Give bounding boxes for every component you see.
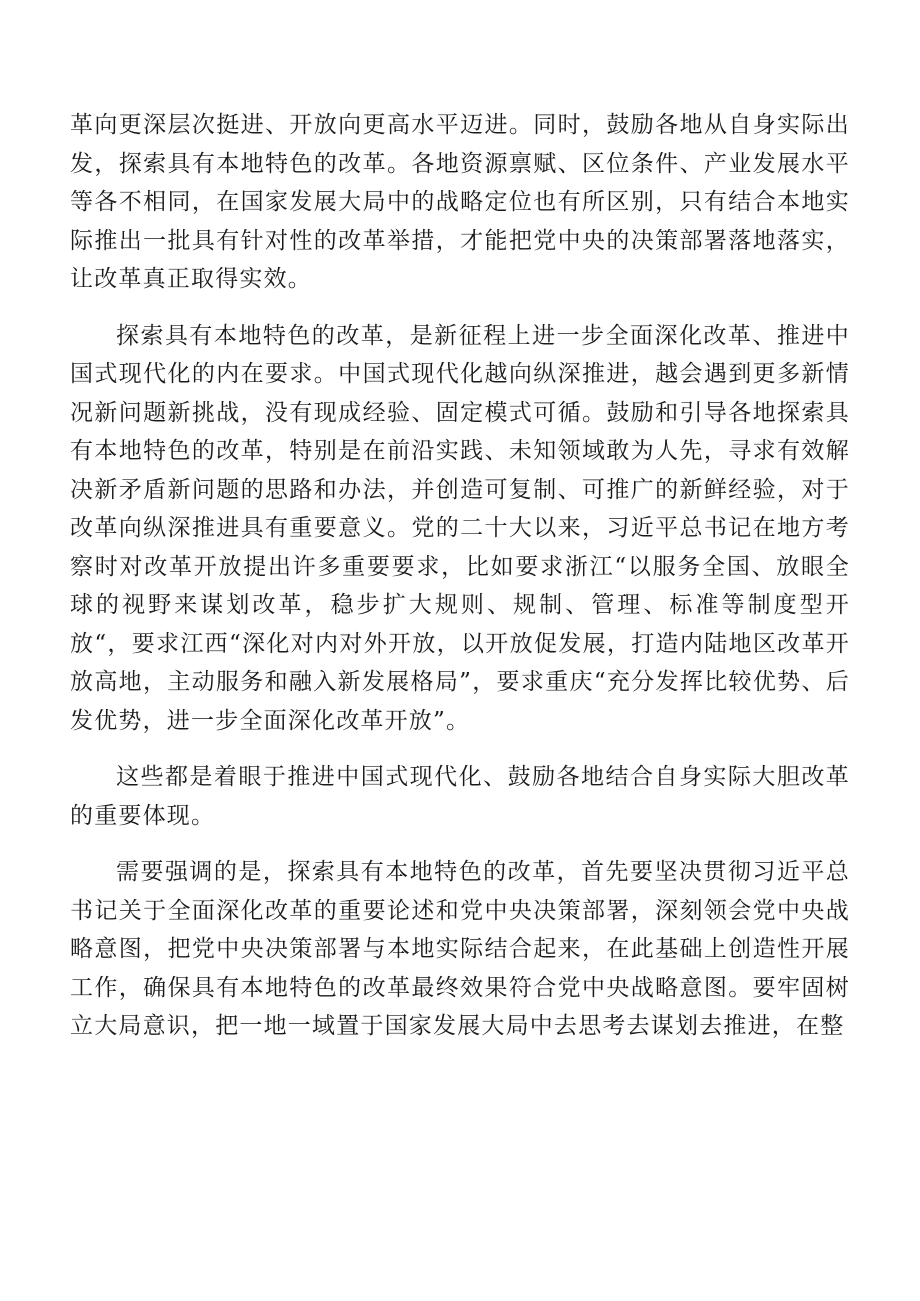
paragraph-1: 革向更深层次挺进、开放向更高水平迈进。同时，鼓励各地从自身实际出发，探索具有本地特色的改革。各地资源禀赋、区位条件、产业发展水平等各不相同，在国家发展大局中的战略定位也有所区别，只有结合本地实际推出一批具有针对性的改革举措，才能把党中央的决策部署落地落实，让改革真正取得实效。 [70, 112, 850, 292]
paragraph-2: 探索具有本地特色的改革，是新征程上进一步全面深化改革、推进中国式现代化的内在要求。中国式现代化越向纵深推进，越会遇到更多新情况新问题新挑战，没有现成经验、固定模式可循。鼓励和引导各地探索具有本地特色的改革，特别是在前沿实践、未知领域敢为人先，寻求有效解决新矛盾新问题的思路和办法，并创造可复制、可推广的新鲜经验，对于改革向纵深推进具有重要意义。党的二十大以来，习近平总书记在地方考察时对改革开放提出许多重要要求，比如要求浙江“以服务全国、放眼全球的视野来谋划改革，稳步扩大规则、规制、管理、标准等制度型开放“，要求江西“深化对内对外开放，以开放促发展，打造内陆地区改革开放高地，主动服务和融入新发展格局”，要求重庆“充分发挥比较优势、后发优势，进一步全面深化改革开放”。 [70, 322, 850, 734]
document-body [70, 106, 850, 1064]
paragraph-4: 需要强调的是，探索具有本地特色的改革，首先要坚决贯彻习近平总书记关于全面深化改革的重要论述和党中央决策部署，深刻领会党中央战略意图，把党中央决策部署与本地实际结合起来，在此基础上创造性开展工作，确保具有本地特色的改革最终效果符合党中央战略意图。要牢固树立大局意识，把一地一域置于国家发展大局中去思考去谋划去推进，在整 [70, 859, 850, 1039]
paragraph-3: 这些都是着眼于推进中国式现代化、鼓励各地结合自身实际大胆改革的重要体现。 [70, 764, 850, 829]
